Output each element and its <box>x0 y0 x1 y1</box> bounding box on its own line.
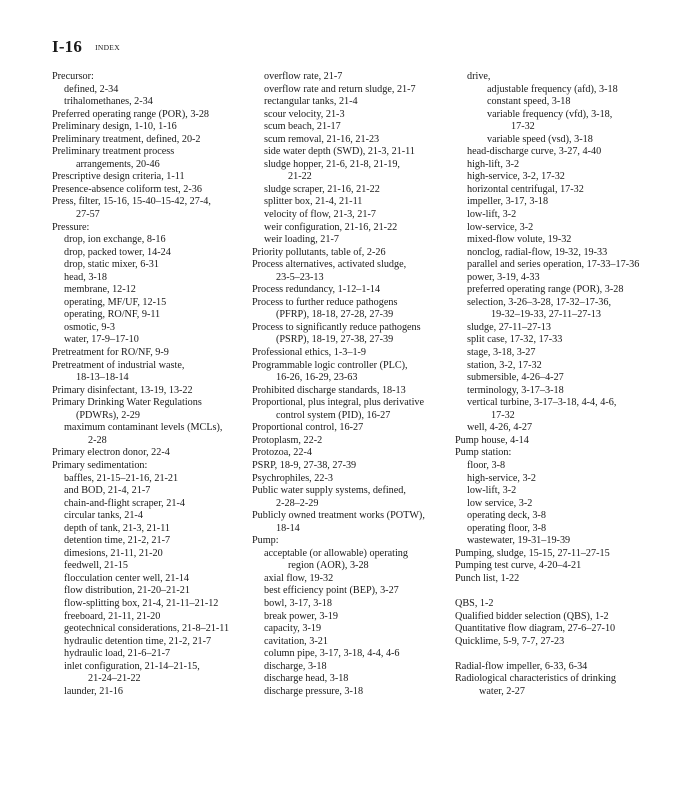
index-subentry <box>52 623 252 636</box>
index-entry <box>252 322 457 347</box>
index-term-continuation: 2-28 <box>88 434 107 446</box>
index-term: well, 4-26, 4-27 <box>467 422 533 434</box>
index-subentry <box>52 422 252 447</box>
index-term-continuation: 27-57 <box>76 209 100 221</box>
index-subentry <box>455 234 683 247</box>
index-term: bowl, 3-17, 3-18 <box>264 597 332 609</box>
index-subentry <box>455 71 683 84</box>
index-term-continuation: water, 2-27 <box>479 685 525 697</box>
index-term: parallel and series operation, 17-33–17-36 <box>467 259 640 271</box>
index-column-3 <box>455 71 683 698</box>
index-term: Proportional, plus integral, plus derivative <box>252 397 425 409</box>
index-term: QBS, 1-2 <box>455 597 494 609</box>
index-term: horizontal centrifugal, 17-32 <box>467 183 584 195</box>
index-term: baffles, 21-15–21-16, 21-21 <box>64 472 179 484</box>
index-term: station, 3-2, 17-32 <box>467 359 542 371</box>
index-term: dimesions, 21-11, 21-20 <box>64 547 163 559</box>
index-term: Primary disinfectant, 13-19, 13-22 <box>52 384 193 396</box>
index-term: launder, 21-16 <box>64 685 124 697</box>
index-term: Pressure: <box>52 221 90 233</box>
index-entry <box>455 598 683 611</box>
index-entry <box>52 109 252 122</box>
index-subentry <box>252 573 457 586</box>
index-term: column pipe, 3-17, 3-18, 4-4, 4-6 <box>264 648 400 660</box>
index-term: operating floor, 3-8 <box>467 522 547 534</box>
index-entry <box>52 397 252 422</box>
index-term: sludge hopper, 21-6, 21-8, 21-19, <box>264 158 400 170</box>
index-term: Public water supply systems, defined, <box>252 485 406 497</box>
index-term: Programmable logic controller (PLC), <box>252 359 408 371</box>
index-term-continuation: control system (PID), 16-27 <box>276 409 391 421</box>
index-entry <box>52 71 252 84</box>
index-subentry <box>52 259 252 272</box>
index-subentry <box>252 146 457 159</box>
index-subentry <box>455 460 683 473</box>
index-term: head, 3-18 <box>64 271 107 283</box>
index-subentry <box>52 247 252 260</box>
index-term-continuation: 21-24–21-22 <box>88 673 141 685</box>
index-entry <box>252 385 457 398</box>
index-entry <box>52 184 252 197</box>
index-term: nonclog, radial-flow, 19-32, 19-33 <box>467 246 608 258</box>
index-entry <box>252 460 457 473</box>
index-term: drive, <box>467 71 491 82</box>
index-subsubentry <box>455 134 683 147</box>
index-subentry <box>455 322 683 335</box>
index-term: variable speed (vsd), 3-18 <box>487 133 593 145</box>
index-term: Quantitative flow diagram, 27-6–27-10 <box>455 623 616 635</box>
index-term: maximum contaminant levels (MCLs), <box>64 422 223 434</box>
index-term: defined, 2-34 <box>64 83 119 95</box>
index-subsubentry <box>455 84 683 97</box>
index-entry <box>455 560 683 573</box>
index-term: Primary Drinking Water Regulations <box>52 397 202 409</box>
index-term: weir loading, 21-7 <box>264 234 339 246</box>
index-term: side water depth (SWD), 21-3, 21-11 <box>264 146 415 158</box>
index-term: Pretreatment of industrial waste, <box>52 359 185 371</box>
index-subentry <box>455 485 683 498</box>
index-subentry <box>52 598 252 611</box>
index-subentry <box>52 648 252 661</box>
index-subentry <box>252 134 457 147</box>
index-term: discharge, 3-18 <box>264 660 327 672</box>
index-subentry <box>455 498 683 511</box>
running-head: INDEX <box>95 43 120 52</box>
index-subentry <box>252 196 457 209</box>
index-term: velocity of flow, 21-3, 21-7 <box>264 209 376 221</box>
index-term: Process alternatives, activated sludge, <box>252 259 407 271</box>
index-term: Pump house, 4-14 <box>455 434 529 446</box>
index-subentry <box>455 209 683 222</box>
index-term: split case, 17-32, 17-33 <box>467 334 563 346</box>
index-term: depth of tank, 21-3, 21-11 <box>64 522 171 534</box>
index-entry <box>455 673 683 698</box>
index-subsubentry <box>455 109 683 134</box>
index-subentry <box>455 334 683 347</box>
index-term: adjustable frequency (afd), 3-18 <box>487 83 618 95</box>
index-subentry <box>455 171 683 184</box>
index-term: operating, MF/UF, 12-15 <box>64 296 167 308</box>
page-number: I-16 <box>52 37 83 56</box>
index-subentry <box>252 222 457 235</box>
index-entry <box>252 535 457 548</box>
index-term: impeller, 3-17, 3-18 <box>467 196 549 208</box>
index-entry <box>455 636 683 649</box>
index-term: Presence-absence coliform test, 2-36 <box>52 183 202 195</box>
index-subentry <box>455 184 683 197</box>
index-subentry <box>52 297 252 310</box>
index-term: scum beach, 21-17 <box>264 121 341 133</box>
index-term: Qualified bidder selection (QBS), 1-2 <box>455 610 609 622</box>
index-subentry <box>252 548 457 573</box>
index-term: overflow rate and return sludge, 21-7 <box>264 83 416 95</box>
index-entry <box>52 222 252 235</box>
index-subentry <box>52 661 252 686</box>
index-term: flow distribution, 21-20–21-21 <box>64 585 190 597</box>
index-term: circular tanks, 21-4 <box>64 510 143 522</box>
index-subentry <box>252 585 457 598</box>
index-subentry <box>455 272 683 285</box>
index-entry <box>252 510 457 535</box>
index-subentry <box>252 159 457 184</box>
index-subentry <box>455 535 683 548</box>
index-term-continuation: arrangements, 20-46 <box>76 158 160 170</box>
index-term: capacity, 3-19 <box>264 623 322 635</box>
index-term: Pump station: <box>455 447 512 459</box>
index-term: discharge pressure, 3-18 <box>264 685 364 697</box>
index-term: Prescriptive design criteria, 1-11 <box>52 171 185 183</box>
index-subentry <box>455 146 683 159</box>
index-term: head-discharge curve, 3-27, 4-40 <box>467 146 602 158</box>
index-subentry <box>455 360 683 373</box>
index-term: Pump: <box>252 535 279 547</box>
index-term: feedwell, 21-15 <box>64 560 128 572</box>
index-term: wastewater, 19-31–19-39 <box>467 535 571 547</box>
index-subentry <box>52 234 252 247</box>
index-subentry <box>455 347 683 360</box>
index-entry <box>252 360 457 385</box>
index-entry <box>52 385 252 398</box>
index-entry <box>52 460 252 473</box>
index-term: vertical turbine, 3-17–3-18, 4-4, 4-6, <box>467 397 617 409</box>
index-entry <box>455 573 683 586</box>
index-subentry <box>455 222 683 235</box>
index-entry <box>252 447 457 460</box>
index-subentry <box>455 523 683 536</box>
index-term-continuation: 18-13–18-14 <box>76 372 129 384</box>
index-term: Professional ethics, 1-3–1-9 <box>252 347 367 359</box>
index-entry <box>252 247 457 260</box>
index-term: Publicly owned treatment works (POTW), <box>252 510 425 522</box>
index-term: inlet configuration, 21-14–21-15, <box>64 660 200 672</box>
index-term: discharge head, 3-18 <box>264 673 349 685</box>
index-entry <box>52 171 252 184</box>
index-entry <box>52 447 252 460</box>
index-term: power, 3-19, 4-33 <box>467 271 540 283</box>
index-term-continuation: 21-22 <box>288 171 312 183</box>
index-subentry <box>52 611 252 624</box>
index-term: chain-and-flight scraper, 21-4 <box>64 497 185 509</box>
index-subentry <box>52 510 252 523</box>
index-subentry <box>52 585 252 598</box>
index-entry <box>52 121 252 134</box>
index-term-continuation: 19-32–19-33, 27-11–27-13 <box>491 309 601 321</box>
index-term: Process to significantly reduce pathogens <box>252 321 421 333</box>
index-term: Preferred operating range (POR), 3-28 <box>52 108 210 120</box>
index-subentry <box>252 109 457 122</box>
index-term: high-lift, 3-2 <box>467 158 520 170</box>
index-term: PSRP, 18-9, 27-38, 27-39 <box>252 459 357 471</box>
index-subentry <box>252 96 457 109</box>
index-term: cavitation, 3-21 <box>264 635 328 647</box>
index-subentry <box>252 623 457 636</box>
index-subentry <box>52 322 252 335</box>
index-subentry <box>455 385 683 398</box>
index-entry <box>52 347 252 360</box>
index-subentry <box>455 297 683 322</box>
index-term: Radial-flow impeller, 6-33, 6-34 <box>455 660 588 672</box>
index-term: high-service, 3-2, 17-32 <box>467 171 565 183</box>
index-term: drop, ion exchange, 8-16 <box>64 234 166 246</box>
index-term: sludge scraper, 21-16, 21-22 <box>264 183 380 195</box>
section-gap <box>455 648 683 661</box>
page-header <box>52 37 120 57</box>
index-term: mixed-flow volute, 19-32 <box>467 234 572 246</box>
index-term: axial flow, 19-32 <box>264 572 334 584</box>
index-term: high-service, 3-2 <box>467 472 537 484</box>
index-term: Quicklime, 5-9, 7-7, 27-23 <box>455 635 565 647</box>
index-entry <box>52 196 252 221</box>
index-subentry <box>52 560 252 573</box>
index-term: low-lift, 3-2 <box>467 485 517 497</box>
index-subentry <box>455 473 683 486</box>
index-subentry <box>52 573 252 586</box>
index-term: hydraulic detention time, 21-2, 21-7 <box>64 635 212 647</box>
index-entry <box>252 397 457 422</box>
index-entry <box>455 623 683 636</box>
index-term: stage, 3-18, 3-27 <box>467 347 536 359</box>
index-term: and BOD, 21-4, 21-7 <box>64 485 151 497</box>
index-column-2 <box>252 71 457 698</box>
index-subentry <box>455 259 683 272</box>
index-term: Proportional control, 16-27 <box>252 422 364 434</box>
index-term: Radiological characteristics of drinking <box>455 673 616 685</box>
index-subentry <box>52 686 252 699</box>
index-term: scour velocity, 21-3 <box>264 108 345 120</box>
index-entry <box>455 435 683 448</box>
index-term: scum removal, 21-16, 21-23 <box>264 133 380 145</box>
index-term: constant speed, 3-18 <box>487 96 571 108</box>
index-subentry <box>252 661 457 674</box>
index-term: selection, 3-26–3-28, 17-32–17-36, <box>467 296 612 308</box>
index-entry <box>252 473 457 486</box>
index-subentry <box>455 196 683 209</box>
index-term: Press, filter, 15-16, 15-40–15-42, 27-4, <box>52 196 211 208</box>
index-subentry <box>252 598 457 611</box>
index-term: Preliminary treatment, defined, 20-2 <box>52 133 201 145</box>
index-term: Protoplasm, 22-2 <box>252 434 323 446</box>
index-entry <box>252 284 457 297</box>
index-term: trihalomethanes, 2-34 <box>64 96 153 108</box>
index-term: operating deck, 3-8 <box>467 510 546 522</box>
index-subentry <box>52 309 252 322</box>
index-subentry <box>52 535 252 548</box>
index-entry <box>252 297 457 322</box>
index-term: Punch list, 1-22 <box>455 572 520 584</box>
index-subentry <box>52 272 252 285</box>
index-entry <box>52 134 252 147</box>
index-subentry <box>52 485 252 498</box>
index-subentry <box>455 247 683 260</box>
index-term: Process to further reduce pathogens <box>252 296 398 308</box>
index-term: low service, 3-2 <box>467 497 533 509</box>
index-term: rectangular tanks, 21-4 <box>264 96 358 108</box>
index-subentry <box>252 673 457 686</box>
index-entry <box>455 447 683 460</box>
index-term-continuation: 18-14 <box>276 522 300 534</box>
index-subentry <box>52 498 252 511</box>
index-subentry <box>52 473 252 486</box>
index-subentry <box>455 397 683 422</box>
index-subentry <box>252 636 457 649</box>
index-term: low-service, 3-2 <box>467 221 534 233</box>
index-term: floor, 3-8 <box>467 459 506 471</box>
index-term: Preliminary design, 1-10, 1-16 <box>52 121 177 133</box>
index-term: overflow rate, 21-7 <box>264 71 343 82</box>
index-subentry <box>252 234 457 247</box>
index-entry <box>455 548 683 561</box>
index-subentry <box>455 159 683 172</box>
index-term: freeboard, 21-11, 21-20 <box>64 610 161 622</box>
index-subentry <box>455 510 683 523</box>
index-subentry <box>252 121 457 134</box>
index-subentry <box>52 96 252 109</box>
index-term-continuation: region (AOR), 3-28 <box>288 560 369 572</box>
index-term: hydraulic load, 21-6–21-7 <box>64 648 171 660</box>
index-term: Psychrophiles, 22-3 <box>252 472 333 484</box>
index-term-continuation: 17-32 <box>491 409 515 421</box>
index-subentry <box>455 284 683 297</box>
index-entry <box>252 422 457 435</box>
index-subentry <box>52 284 252 297</box>
index-entry <box>455 661 683 674</box>
index-term: best efficiency point (BEP), 3-27 <box>264 585 399 597</box>
index-term: detention time, 21-2, 21-7 <box>64 535 171 547</box>
index-term: Priority pollutants, table of, 2-26 <box>252 246 386 258</box>
index-term: water, 17-9–17-10 <box>64 334 139 346</box>
index-subentry <box>52 636 252 649</box>
index-term: Pretreatment for RO/NF, 9-9 <box>52 347 169 359</box>
index-term-continuation: 2-28–2-29 <box>276 497 319 509</box>
index-term-continuation: (PDWRs), 2-29 <box>76 409 140 421</box>
index-term: break power, 3-19 <box>264 610 338 622</box>
index-subsubentry <box>455 96 683 109</box>
index-subentry <box>52 548 252 561</box>
index-term: Preliminary treatment process <box>52 146 175 158</box>
index-subentry <box>252 686 457 699</box>
index-entry <box>252 435 457 448</box>
index-term: Primary sedimentation: <box>52 459 148 471</box>
index-term: Precursor: <box>52 71 94 82</box>
index-term: submersible, 4-26–4-27 <box>467 372 564 384</box>
index-term: flow-splitting box, 21-4, 21-11–21-12 <box>64 597 219 609</box>
index-term: Prohibited discharge standards, 18-13 <box>252 384 406 396</box>
index-subentry <box>252 648 457 661</box>
index-subentry <box>252 209 457 222</box>
index-subentry <box>252 611 457 624</box>
index-term: membrane, 12-12 <box>64 284 136 296</box>
index-term: Process redundancy, 1-12–1-14 <box>252 284 381 296</box>
index-term-continuation: 16-26, 16-29, 23-63 <box>276 372 358 384</box>
index-subentry <box>52 334 252 347</box>
index-entry <box>252 347 457 360</box>
index-term: preferred operating range (POR), 3-28 <box>467 284 624 296</box>
index-term-continuation: (PSRP), 18-19, 27-38, 27-39 <box>276 334 394 346</box>
section-gap <box>455 585 683 598</box>
index-entry <box>252 485 457 510</box>
index-term: flocculation center well, 21-14 <box>64 572 190 584</box>
index-term: operating, RO/NF, 9-11 <box>64 309 161 321</box>
index-term: drop, packed tower, 14-24 <box>64 246 171 258</box>
index-term: drop, static mixer, 6-31 <box>64 259 159 271</box>
index-term-continuation: 17-32 <box>511 121 535 133</box>
index-subentry <box>252 71 457 84</box>
index-subentry <box>455 422 683 435</box>
index-entry <box>52 360 252 385</box>
index-term: weir configuration, 21-16, 21-22 <box>264 221 398 233</box>
index-term: geotechnical considerations, 21-8–21-11 <box>64 623 230 635</box>
index-term: terminology, 3-17–3-18 <box>467 384 564 396</box>
index-column-1 <box>52 71 252 698</box>
index-subentry <box>252 184 457 197</box>
index-entry <box>455 611 683 624</box>
index-term: splitter box, 21-4, 21-11 <box>264 196 363 208</box>
index-subentry <box>52 84 252 97</box>
index-subentry <box>455 372 683 385</box>
index-entry <box>252 259 457 284</box>
index-subentry <box>52 523 252 536</box>
index-term: Pumping test curve, 4-20–4-21 <box>455 560 582 572</box>
index-term: sludge, 27-11–27-13 <box>467 321 551 333</box>
index-term: Pumping, sludge, 15-15, 27-11–27-15 <box>455 547 610 559</box>
index-subentry <box>252 84 457 97</box>
index-term: variable frequency (vfd), 3-18, <box>487 108 613 120</box>
index-term: Primary electron donor, 22-4 <box>52 447 170 459</box>
index-term: osmotic, 9-3 <box>64 321 115 333</box>
index-term: low-lift, 3-2 <box>467 209 517 221</box>
index-term: Protozoa, 22-4 <box>252 447 312 459</box>
index-term-continuation: (PFRP), 18-18, 27-28, 27-39 <box>276 309 394 321</box>
index-term-continuation: 23-5–23-13 <box>276 271 324 283</box>
index-entry <box>52 146 252 171</box>
index-term: acceptable (or allowable) operating <box>264 547 408 559</box>
